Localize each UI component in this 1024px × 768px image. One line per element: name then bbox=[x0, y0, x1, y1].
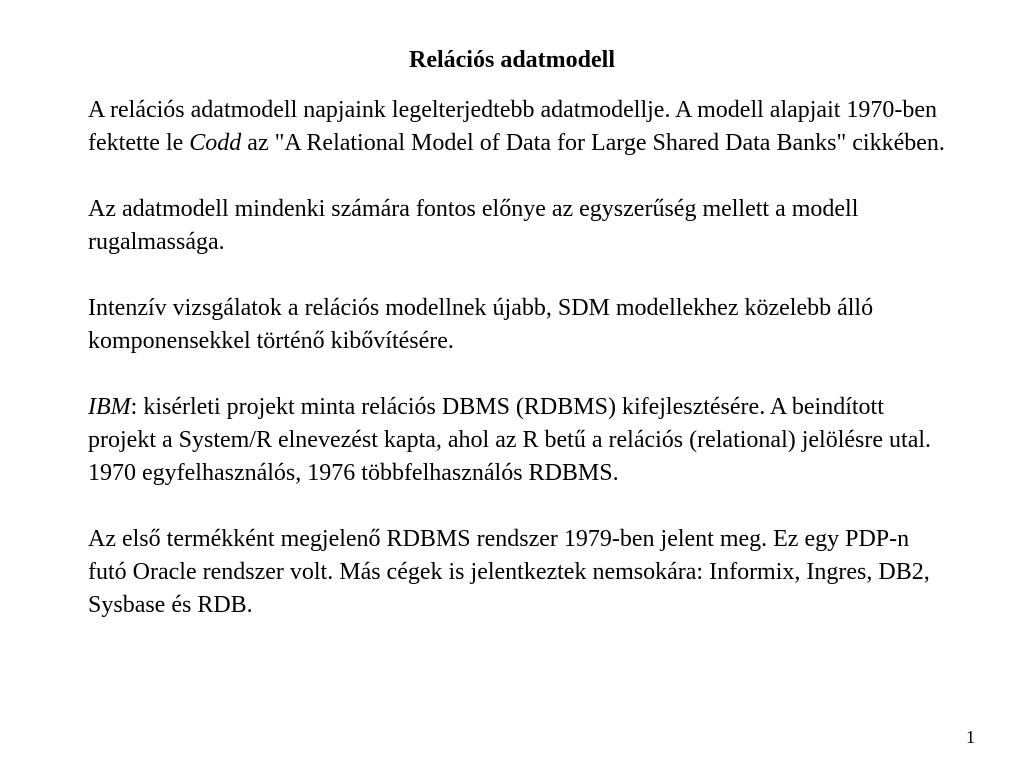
paragraph-ibm bbox=[88, 391, 948, 490]
codd-emphasis: Codd bbox=[189, 130, 242, 156]
paragraph-codd-text-before: A relációs adatmodell napjaink legelterjedtebb adatmodellje. A modell alapjait 1970-ben fektette le bbox=[88, 97, 938, 156]
paragraph-codd bbox=[88, 94, 948, 160]
slide-title: Relációs adatmodell bbox=[409, 47, 615, 73]
paragraph-research: Intenzív vizsgálatok a relációs modellnek újabb, SDM modellekhez közelebb álló komponensekkel történő kibővítésére. bbox=[88, 295, 874, 354]
slide-body bbox=[88, 94, 948, 622]
paragraph-ibm-text: : kisérleti projekt minta relációs DBMS (RDBMS) kifejlesztésére. A beindított projekt a System/R elnevezést kapta, ahol az R betű a relációs (relational) jelölésre utal. 1970 egyfelhasználós, 1976 többfelhasználós RDBMS. bbox=[88, 394, 932, 486]
ibm-emphasis: IBM bbox=[88, 394, 131, 420]
paragraph-first-product: Az első termékként megjelenő RDBMS rendszer 1979-ben jelent meg. Ez egy PDP-n futó Oracle rendszer volt. Más cégek is jelentkeztek nemsokára: Informix, Ingres, DB2, Sysbase és RDB. bbox=[88, 526, 930, 618]
page-number: 1 bbox=[966, 727, 975, 747]
paragraph-codd-text-after: az "A Relational Model of Data for Large Shared Data Banks" cikkében. bbox=[241, 130, 945, 156]
paragraph-advantage: Az adatmodell mindenki számára fontos előnye az egyszerűség mellett a modell rugalmassága. bbox=[88, 196, 859, 255]
